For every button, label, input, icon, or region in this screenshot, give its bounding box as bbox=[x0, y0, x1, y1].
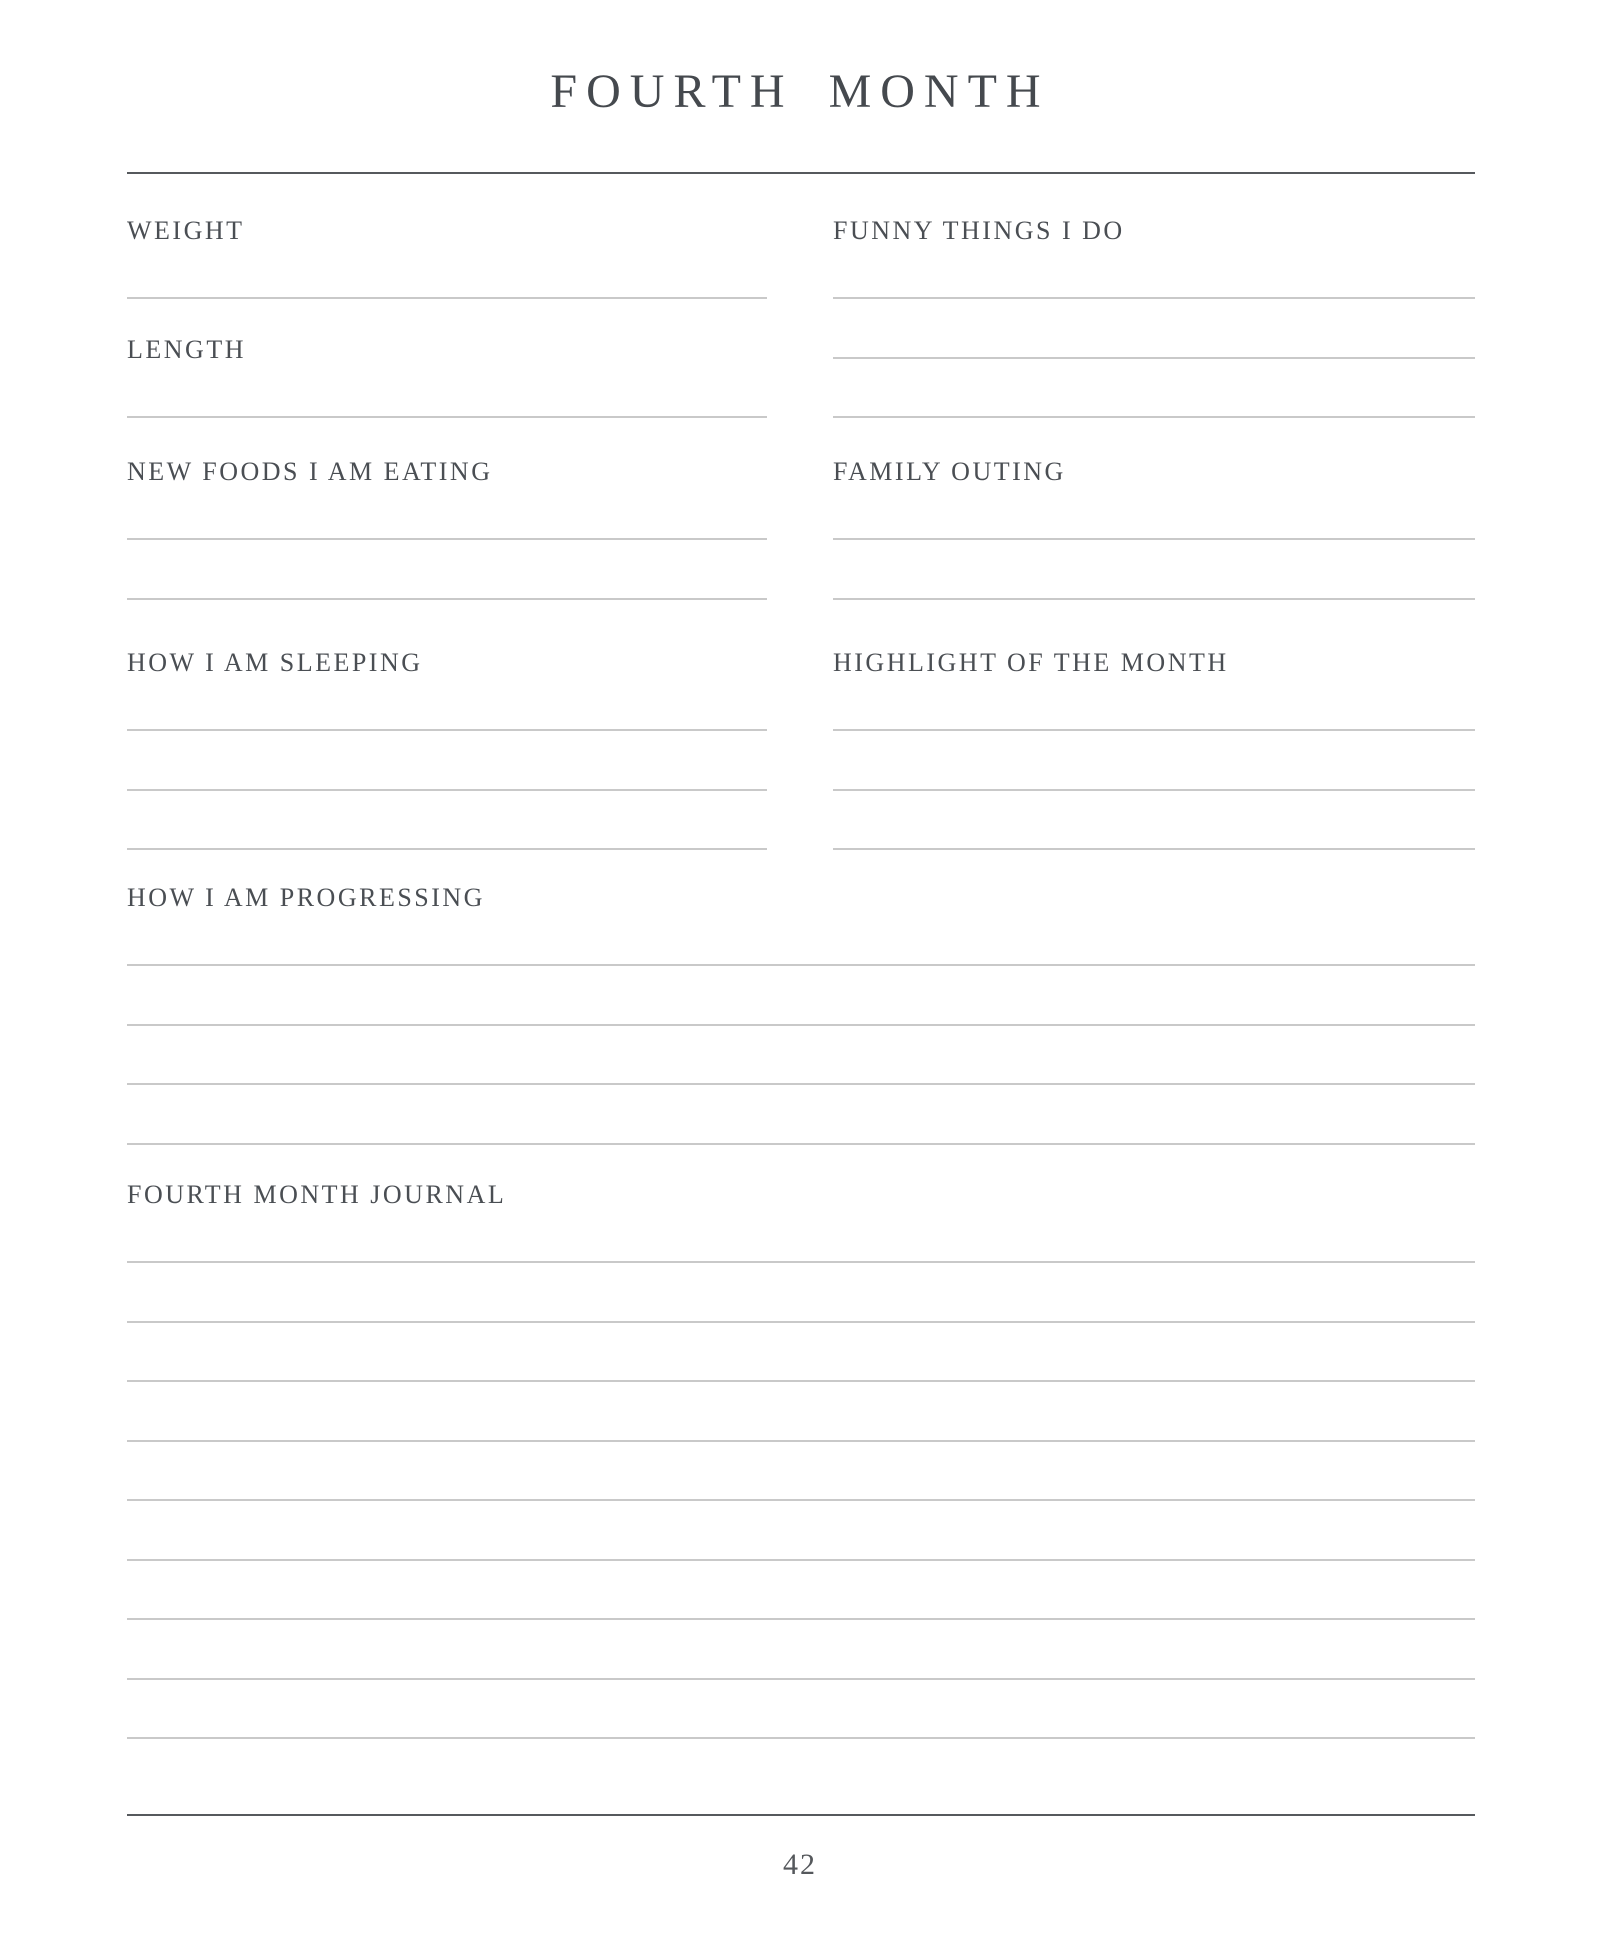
field-progressing bbox=[127, 885, 1475, 1145]
writing-line bbox=[127, 540, 767, 600]
field-funny-things bbox=[833, 218, 1475, 418]
writing-line bbox=[127, 1085, 1475, 1145]
writing-line bbox=[127, 1501, 1475, 1561]
field-length-label: LENGTH bbox=[127, 335, 246, 364]
field-family-outing-lines bbox=[833, 485, 1475, 600]
writing-line bbox=[833, 485, 1475, 540]
field-sleeping bbox=[127, 650, 767, 850]
page-number: 42 bbox=[783, 1848, 817, 1881]
writing-line bbox=[833, 359, 1475, 419]
writing-line bbox=[127, 911, 1475, 966]
writing-line bbox=[127, 791, 767, 851]
writing-line bbox=[833, 540, 1475, 600]
writing-line bbox=[127, 966, 1475, 1026]
field-funny-things-lines bbox=[833, 244, 1475, 418]
field-new-foods-lines bbox=[127, 485, 767, 600]
writing-line bbox=[833, 244, 1475, 299]
field-journal-label: FOURTH MONTH JOURNAL bbox=[127, 1180, 507, 1209]
writing-line bbox=[127, 1026, 1475, 1086]
field-weight-label: WEIGHT bbox=[127, 216, 245, 245]
field-highlight-of-month-label: HIGHLIGHT OF THE MONTH bbox=[833, 648, 1229, 677]
field-family-outing bbox=[833, 459, 1475, 600]
field-progressing-lines bbox=[127, 911, 1475, 1145]
writing-line bbox=[127, 1620, 1475, 1680]
writing-line bbox=[127, 1263, 1475, 1323]
field-length-lines bbox=[127, 363, 767, 418]
field-highlight-of-month bbox=[833, 650, 1475, 850]
field-funny-things-label: FUNNY THINGS I DO bbox=[833, 216, 1125, 245]
field-weight-lines bbox=[127, 244, 767, 299]
writing-line bbox=[127, 1442, 1475, 1502]
header-divider bbox=[127, 172, 1475, 174]
field-sleeping-label: HOW I AM SLEEPING bbox=[127, 648, 423, 677]
field-new-foods-label: NEW FOODS I AM EATING bbox=[127, 457, 493, 486]
writing-line bbox=[833, 676, 1475, 731]
writing-line bbox=[127, 1382, 1475, 1442]
writing-line bbox=[127, 363, 767, 418]
field-sleeping-lines bbox=[127, 676, 767, 850]
field-weight bbox=[127, 218, 767, 299]
field-journal bbox=[127, 1182, 1475, 1739]
field-length bbox=[127, 337, 767, 418]
footer-divider bbox=[127, 1814, 1475, 1816]
writing-line bbox=[127, 1680, 1475, 1740]
field-journal-lines bbox=[127, 1208, 1475, 1739]
page-title: FOURTH MONTH bbox=[550, 65, 1050, 118]
field-progressing-label: HOW I AM PROGRESSING bbox=[127, 883, 485, 912]
writing-line bbox=[127, 1323, 1475, 1383]
writing-line bbox=[833, 299, 1475, 359]
writing-line bbox=[127, 1208, 1475, 1263]
writing-line bbox=[127, 731, 767, 791]
field-family-outing-label: FAMILY OUTING bbox=[833, 457, 1066, 486]
field-highlight-of-month-lines bbox=[833, 676, 1475, 850]
writing-line bbox=[127, 485, 767, 540]
writing-line bbox=[127, 1561, 1475, 1621]
field-new-foods bbox=[127, 459, 767, 600]
writing-line bbox=[833, 731, 1475, 791]
writing-line bbox=[127, 244, 767, 299]
writing-line bbox=[833, 791, 1475, 851]
writing-line bbox=[127, 676, 767, 731]
